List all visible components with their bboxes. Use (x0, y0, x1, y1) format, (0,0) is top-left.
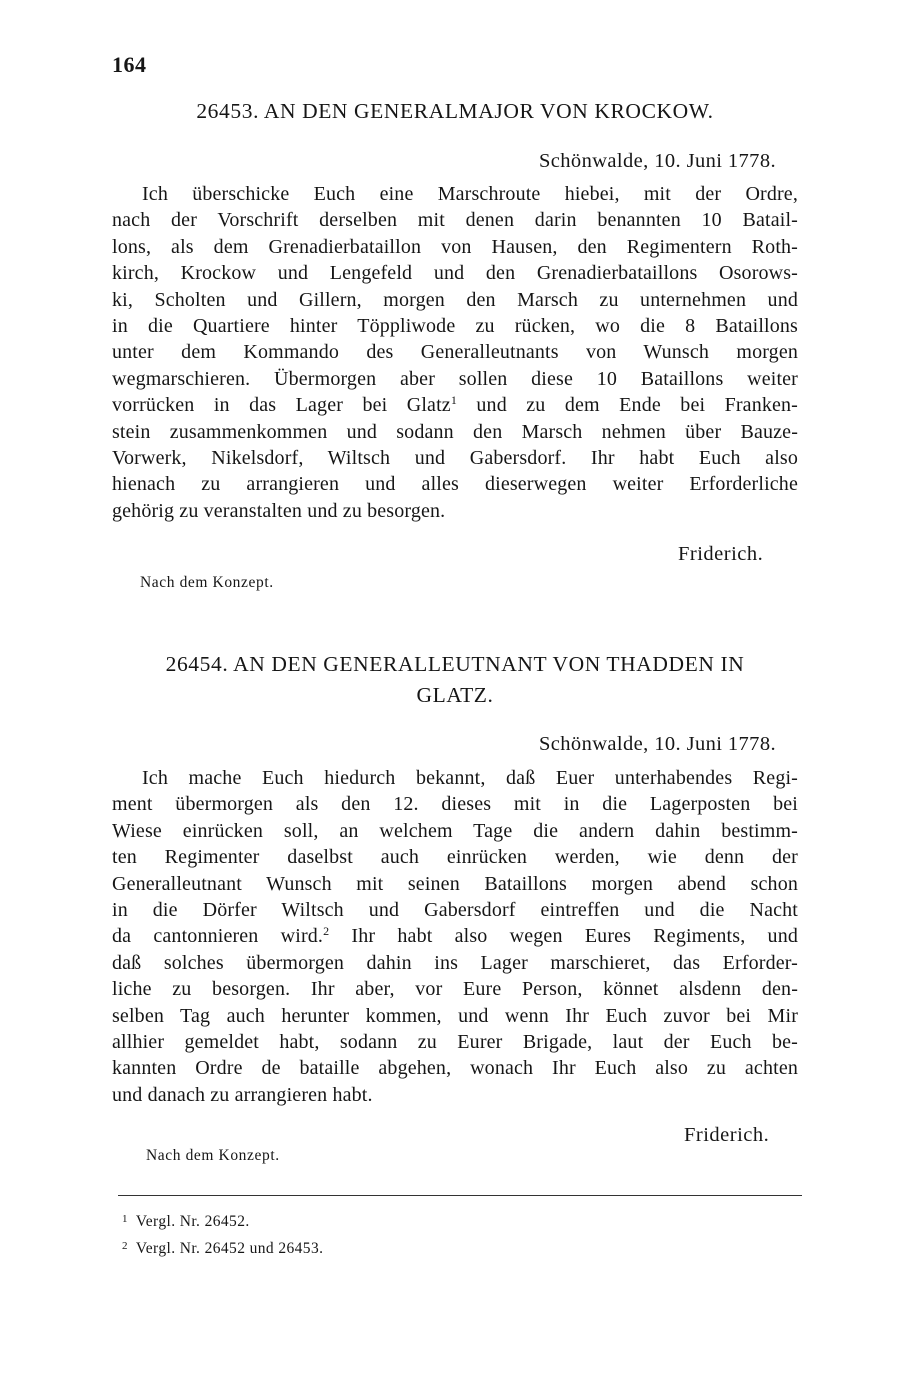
footnote-mark: 1 (122, 1213, 128, 1225)
letter-heading-line: 26454. AN DEN GENERALLEUTNANT VON THADDEN IN (165, 652, 745, 676)
source-note: Nach dem Konzept. (146, 1147, 280, 1164)
body-line: wegmarschieren. Übermorgen aber sollen diese 10 Bataillons weiter (112, 367, 798, 390)
body-line: allhier gemeldet habt, sodann zu Eurer Brigade, laut der Euch be- (112, 1031, 798, 1054)
body-line-text: da cantonnieren wird. (112, 925, 324, 948)
footnote-item (122, 1234, 323, 1261)
body-line-with-footnote (112, 392, 798, 418)
body-line: gehörig zu veranstalten und zu besorgen. (112, 499, 446, 522)
body-line: Ich überschicke Euch eine Marschroute hiebei, mit der Ordre, (142, 183, 798, 205)
body-line: Generalleutnant Wunsch mit seinen Bataillons morgen abend schon (112, 872, 798, 895)
body-line: ten Regimenter daselbst auch einrücken werden, wie denn der (112, 846, 798, 869)
body-line: in die Quartiere hinter Töppliwode zu rücken, wo die 8 Bataillons (112, 315, 798, 338)
footnote-mark: 2 (122, 1240, 128, 1252)
body-line: kirch, Krockow und Lengefeld und den Grenadierbataillons Osorows- (112, 262, 798, 285)
body-line: liche zu besorgen. Ihr aber, vor Eure Person, könnet alsdenn den- (112, 978, 798, 1001)
letter-heading-line: 26453. AN DEN GENERALMAJOR VON KROCKOW. (196, 99, 714, 123)
footnote-text: Vergl. Nr. 26452. (135, 1213, 250, 1230)
footnote-divider (118, 1195, 802, 1196)
signature: Friderich. (678, 543, 764, 565)
body-line: Vorwerk, Nikelsdorf, Wiltsch und Gabersdorf. Ihr habt Euch also (112, 447, 798, 470)
body-line: daß solches übermorgen dahin ins Lager marschieret, das Erforder- (112, 951, 798, 974)
body-line: hienach zu arrangieren und alles dieserwegen weiter Erforderliche (112, 473, 798, 496)
letter-heading-26454 (110, 649, 800, 711)
body-line: ki, Scholten und Gillern, morgen den Marsch zu unternehmen und (112, 288, 798, 311)
body-line: stein zusammenkommen und sodann den Marsch nehmen über Bauze- (112, 420, 798, 443)
body-line-text: vorrücken in das Lager bei Glatz (112, 394, 451, 417)
footnote-item (122, 1207, 323, 1234)
letter-heading-26453 (110, 96, 800, 127)
dateline: Schönwalde, 10. Juni 1778. (538, 733, 776, 755)
page-number: 164 (112, 52, 147, 77)
body-line: in die Dörfer Wiltsch und Gabersdorf eintreffen und die Nacht (112, 899, 798, 922)
body-line: Wiese einrücken soll, an welchem Tage die andern dahin bestimm- (112, 819, 798, 842)
body-line-text: und zu dem Ende bei Franken- (456, 394, 798, 417)
body-line: nach der Vorschrift derselben mit denen darin benannten 10 Batail- (112, 209, 798, 232)
body-line: selben Tag auch herunter kommen, und wenn Ihr Euch zuvor bei Mir (112, 1004, 798, 1027)
body-line: lons, als dem Grenadierbataillon von Hausen, den Regimentern Roth- (112, 235, 798, 258)
footnotes (122, 1207, 323, 1261)
signature: Friderich. (684, 1124, 770, 1146)
body-line-text: Ihr habt also wegen Eures Regiments, und (329, 925, 799, 948)
body-line: ment übermorgen als den 12. dieses mit in die Lagerposten bei (112, 793, 798, 816)
letter-heading-line: GLATZ. (416, 683, 494, 707)
dateline: Schönwalde, 10. Juni 1778. (538, 150, 776, 172)
letter-body (112, 765, 798, 1108)
footnote-reference[interactable]: 1 (450, 393, 457, 408)
footnote-reference[interactable]: 2 (323, 924, 330, 939)
body-line: unter dem Kommando des Generalleutnants von Wunsch morgen (112, 341, 798, 364)
source-note: Nach dem Konzept. (140, 574, 274, 591)
body-line: Ich mache Euch hiedurch bekannt, daß Euer unterhabendes Regi- (142, 767, 798, 789)
body-line-with-footnote (112, 923, 798, 949)
footnote-text: Vergl. Nr. 26452 und 26453. (135, 1240, 324, 1257)
body-line: kannten Ordre de bataille abgehen, wonach Ihr Euch also zu achten (112, 1057, 798, 1080)
letter-body (112, 181, 798, 524)
body-line: und danach zu arrangieren habt. (112, 1083, 373, 1106)
